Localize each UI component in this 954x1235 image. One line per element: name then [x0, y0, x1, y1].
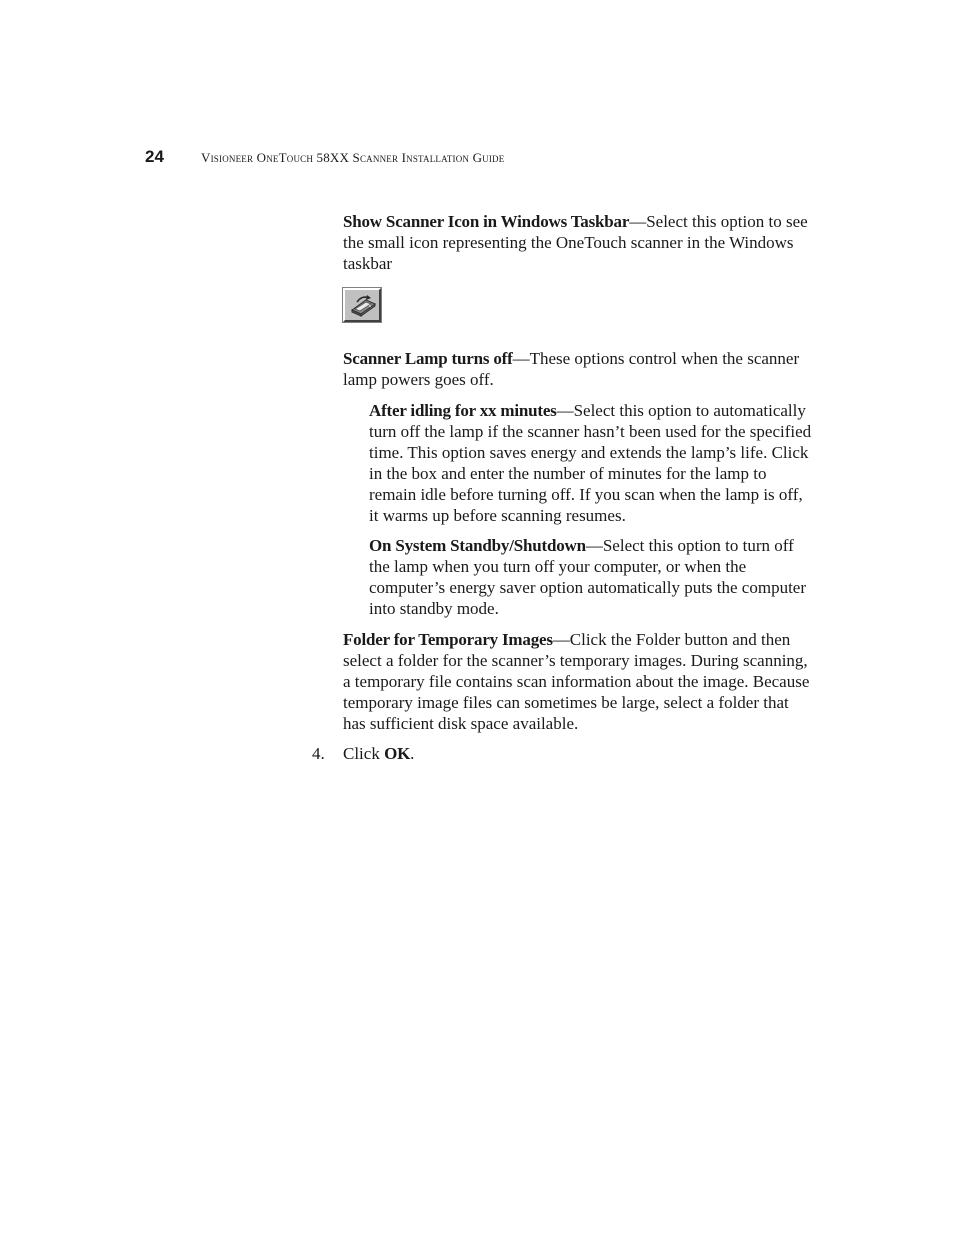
option-description: —Select this option to automatically turn off the lamp if the scanner hasn’t been used for the specified time. This option saves energy and extends the lamp’s life. Click in the box and enter the number of minutes for the lamp to remain idle before turning off. If you scan when the lamp is off, it warms up before scanning resumes.	[369, 401, 812, 525]
step-number: 4.	[312, 744, 325, 763]
scanner-icon	[348, 292, 378, 318]
onetouch-scanner-taskbar-icon	[343, 288, 381, 322]
option-term: After idling for xx minutes	[369, 401, 557, 420]
step-click-ok	[312, 743, 612, 764]
option-description: —Select this option to see the small icon representing the OneTouch scanner in the Windows taskbar	[343, 212, 808, 273]
option-description: —Select this option to turn off the lamp when you turn off your computer, or when the computer’s energy saver option automatically puts the computer into standby mode.	[369, 536, 807, 618]
option-term: Folder for Temporary Images	[343, 630, 553, 649]
step-text: Click	[343, 744, 385, 763]
ok-label: OK	[384, 744, 411, 763]
option-temporary-folder	[343, 629, 813, 734]
option-scanner-lamp	[343, 348, 813, 390]
option-description: —These options control when the scanner lamp powers goes off.	[343, 349, 800, 389]
option-show-scanner-icon	[343, 211, 813, 274]
option-description: —Click the Folder button and then select a folder for the scanner’s temporary images. During scanning, a temporary file contains scan information about the image. Because temporary image files can sometimes be large, select a folder that has sufficient disk space available.	[343, 630, 810, 733]
option-term: Show Scanner Icon in Windows Taskbar	[343, 212, 630, 231]
page-number: 24	[145, 147, 164, 166]
option-term: Scanner Lamp turns off	[343, 349, 513, 368]
page-header	[145, 147, 745, 169]
option-system-standby	[369, 535, 814, 619]
option-term: On System Standby/Shutdown	[369, 536, 586, 555]
running-title: Visioneer OneTouch 58XX Scanner Installation Guide	[201, 150, 505, 165]
step-punctuation: .	[410, 744, 415, 763]
option-after-idling	[369, 400, 814, 526]
